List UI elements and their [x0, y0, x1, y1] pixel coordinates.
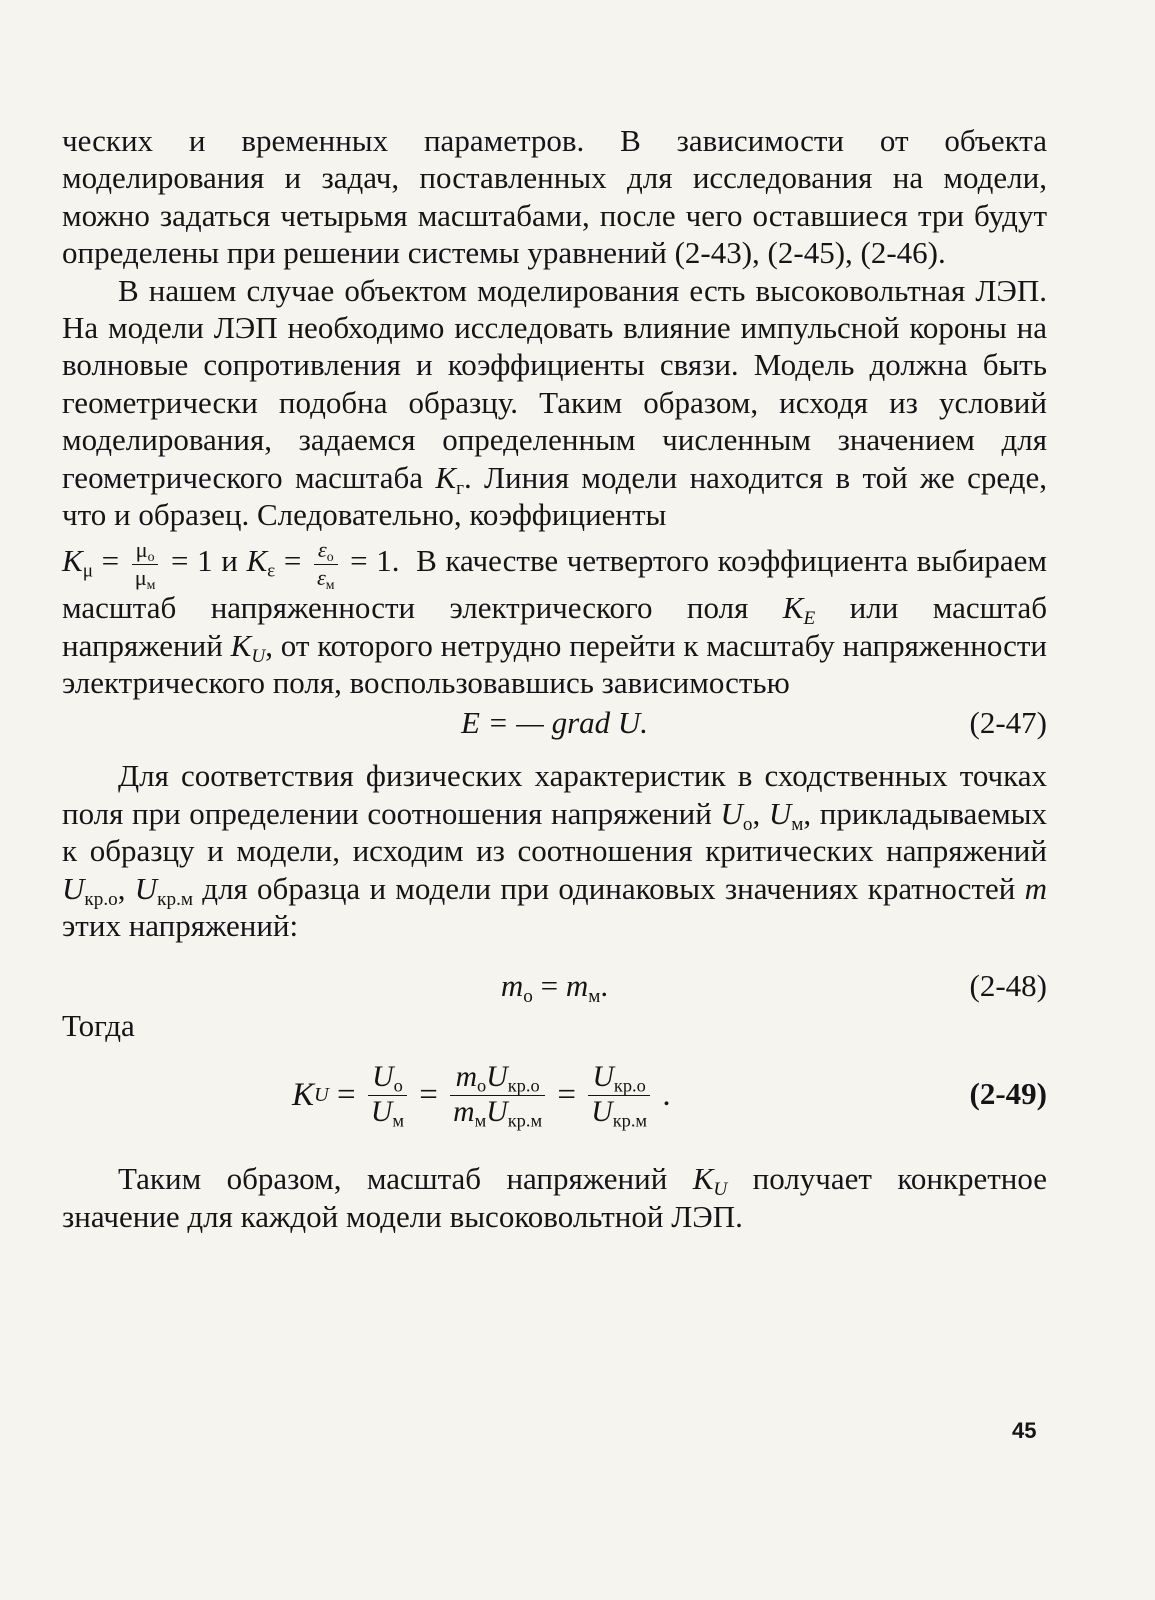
equation-2-48-formula: $m_о = m_м$. — [500, 968, 609, 1008]
paragraph-5: Таким образом, масштаб напряжений $K_U$ получает конкретное значение для каждой модели высоковольтной ЛЭП. — [62, 1161, 1048, 1234]
page-number: 45 — [1012, 1418, 1037, 1443]
paragraph-4-c: для образца и модели при одинаковых значениях кратностей — [202, 870, 1016, 906]
paragraph-2-end: . Линия модели находится в той же среде, что и образец. Следовательно, коэффициенты — [62, 459, 1048, 533]
equation-2-47 — [62, 703, 1047, 743]
paragraph-3: $K_\mu$ = $\frac{\mu_о}{\mu_м}$ = 1 и $K_\varepsilon$ = $\frac{\varepsilon_о}{\varepsilon_м}$ = 1. В качестве четвертого коэффициента выбираем масштаб напряженности электрического поля $K_E$ или масштаб напряжений $K_U$, от которого нетрудно перейти к масштабу напряженности электрического поля, воспользовавшись зависимостью — [62, 537, 1048, 700]
equation-2-47-formula: E = — grad U. — [460, 705, 649, 741]
and-word: и — [221, 543, 238, 579]
equation-2-49-formula: K U = $\frac{U_о}{U_м}$ = $\frac{m_оU_{кр.о}}{m_мU_{кр.м}}$ = $\frac{U_{кр.о}}{U_{кр.м}}$ . — [292, 1061, 671, 1131]
paragraph-2: В нашем случае объектом моделирования есть высоковольтная ЛЭП. На модели ЛЭП необходимо исследовать влияние импульсной короны на волновые сопротивления и коэффициенты связи. Модель должна быть геометрически подобна образцу. Таким образом, исходя из условий моделирования, задаемся определенным численным значением для геометрического масштаба $K_г$. Линия модели находится в той же среде, что и образец. Следовательно, коэффициенты — [62, 272, 1048, 533]
paragraph-1: ческих и временных параметров. В зависимости от объекта моделирования и задач, поставленных для исследования на модели, можно задаться четырьмя масштабами, после чего оставшиеся три будут определены при решении системы уравнений (2-43), (2-45), (2-46). — [62, 123, 1047, 271]
paragraph-2-text: В нашем случае объектом моделирования есть высоковольтная ЛЭП. На модели ЛЭП необходимо исследовать влияние импульсной короны на волновые сопротивления и коэффициенты связи. Модель должна быть геометрически подобна образцу. Таким образом, исходя из условий моделирования, задаемся определенным численным значением для геометрического масштаба — [62, 272, 1047, 495]
paragraph-4-b: , прикладываемых к образцу и модели, исходим из соотношения критических напряжений — [62, 795, 1048, 869]
paragraph-3-c: , от которого нетрудно перейти к масштабу напряженности электрического поля, воспользовавшись зависимостью — [62, 627, 1048, 700]
paragraph-5-b: получает конкретное значение для каждой модели высоковольтной ЛЭП. — [62, 1161, 1048, 1234]
then-word: Тогда — [62, 1008, 135, 1044]
paragraph-3-b: или масштаб напряжений — [62, 590, 1048, 663]
text-body — [62, 122, 1047, 1235]
epsilon-fraction: $\frac{\varepsilon_о}{\varepsilon_м}$ — [314, 539, 338, 589]
equation-2-48-number: (2-48) — [969, 968, 1047, 1004]
equation-2-49-number: (2-49) — [969, 1076, 1047, 1112]
paragraph-4-d: этих напряжений: — [62, 907, 299, 943]
paragraph-4-a: Для соответствия физических характеристик в сходственных точках поля при определении соотношения напряжений — [62, 758, 1047, 831]
paragraph-4: Для соответствия физических характеристик в сходственных точках поля при определении соотношения напряжений $U_о$, $U_м$, прикладываемых к образцу и модели, исходим из соотношения критических напряжений $U_{кр.о}$, $U_{кр.м}$ для образца и модели при одинаковых значениях кратностей m этих напряжений: — [62, 758, 1048, 943]
equation-2-48 — [62, 966, 1047, 1006]
equation-2-49 — [62, 1050, 1047, 1140]
then-line — [62, 1006, 1047, 1046]
mu-fraction: $\frac{\mu_о}{\mu_м}$ — [132, 539, 159, 589]
equation-2-47-number: (2-47) — [969, 705, 1047, 741]
paragraph-5-a: Таким образом, масштаб напряжений — [118, 1161, 668, 1197]
paragraph-3-a: В качестве четвертого коэффициента выбираем масштаб напряженности электрического поля — [62, 543, 1048, 626]
